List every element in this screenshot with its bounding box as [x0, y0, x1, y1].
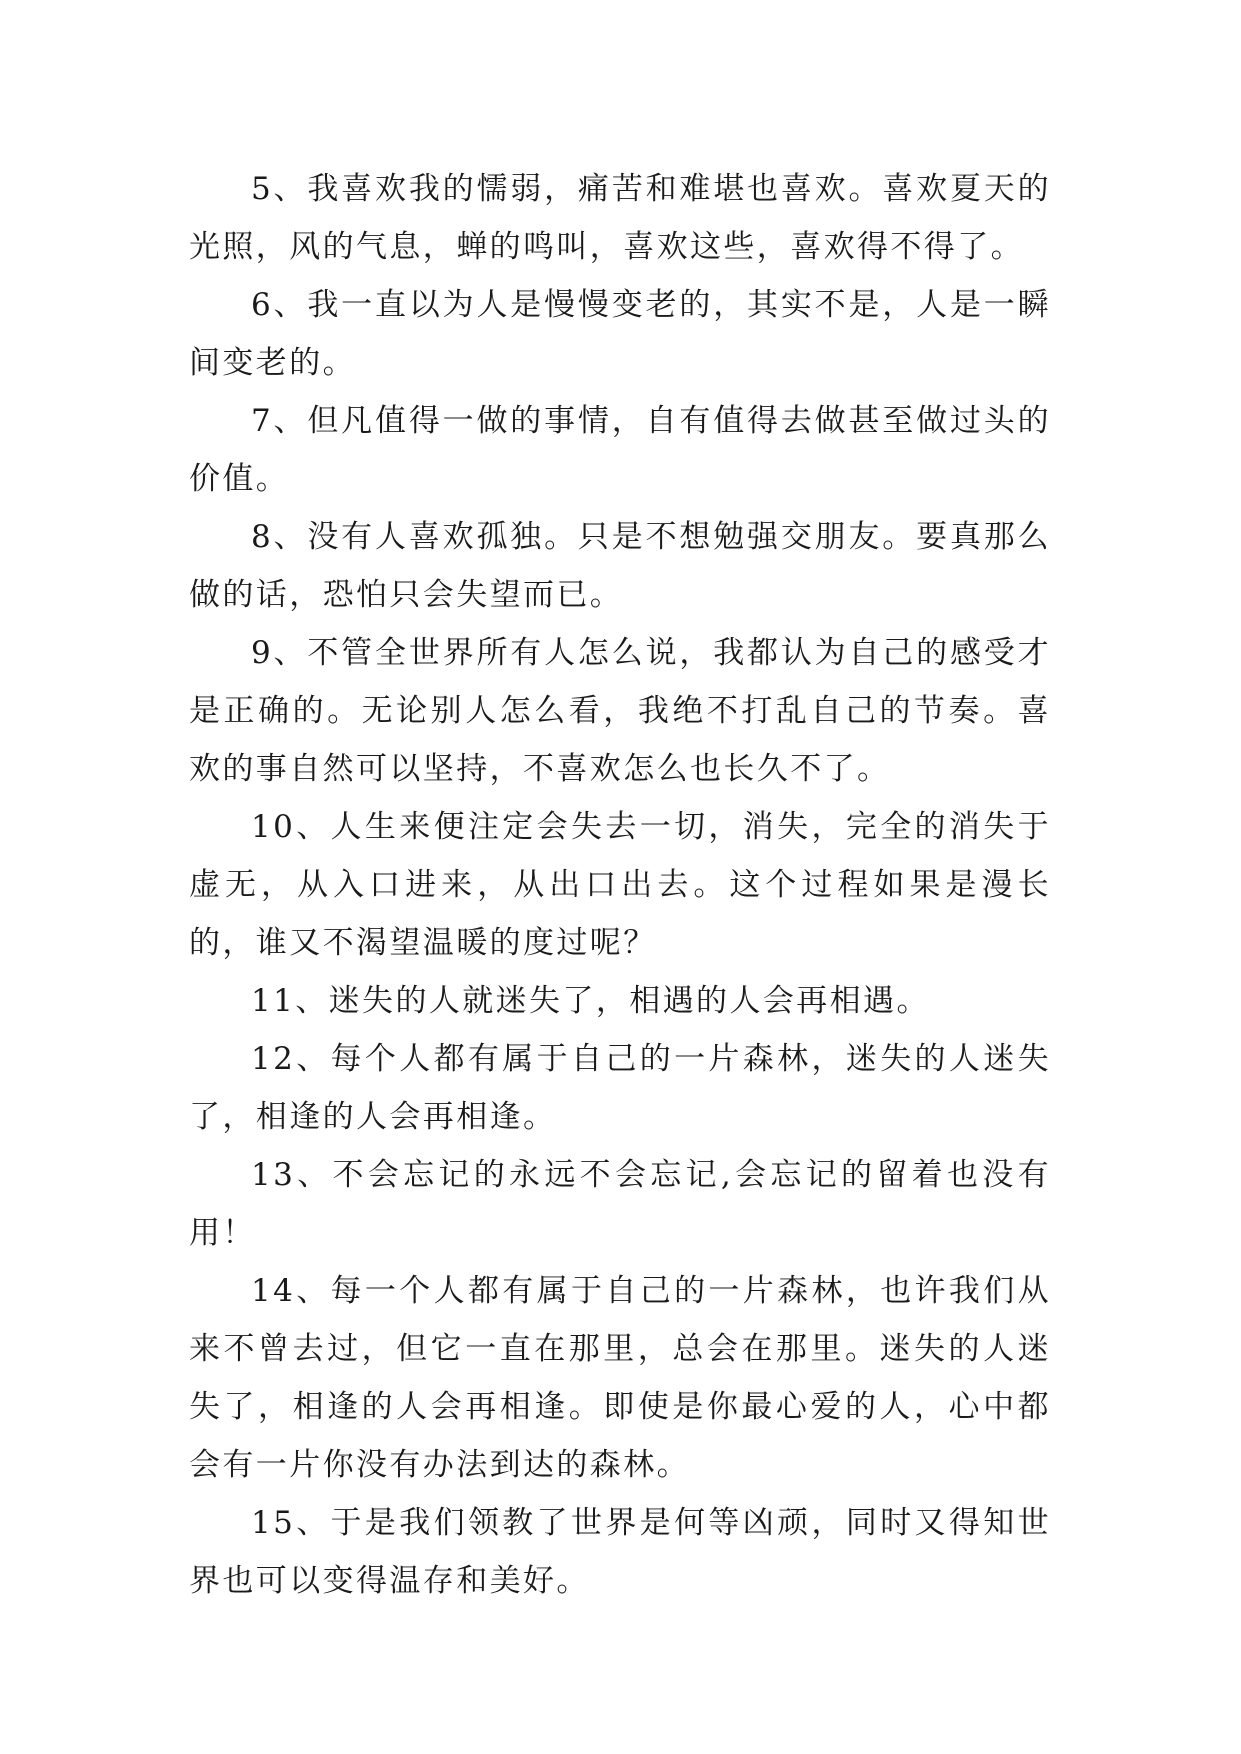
quote-paragraph-6: 6、我一直以为人是慢慢变老的，其实不是，人是一瞬间变老的。: [189, 287, 1051, 381]
quote-paragraph-9: 9、不管全世界所有人怎么说，我都认为自己的感受才是正确的。无论别人怎么看，我绝不打乱自己的节奏。喜欢的事自然可以坚持，不喜欢怎么也长久不了。: [189, 635, 1051, 787]
quote-paragraph-15: 15、于是我们领教了世界是何等凶顽，同时又得知世界也可以变得温存和美好。: [189, 1505, 1051, 1599]
quote-paragraph-7: 7、但凡值得一做的事情，自有值得去做甚至做过头的价值。: [189, 403, 1051, 497]
document-page: [189, 160, 1051, 1610]
quote-paragraph-13: 13、不会忘记的永远不会忘记,会忘记的留着也没有用！: [189, 1157, 1051, 1251]
quote-paragraph-8: 8、没有人喜欢孤独。只是不想勉强交朋友。要真那么做的话，恐怕只会失望而已。: [189, 519, 1051, 613]
quote-paragraph-12: 12、每个人都有属于自己的一片森林，迷失的人迷失了，相逢的人会再相逢。: [189, 1041, 1051, 1135]
quote-paragraph-14: 14、每一个人都有属于自己的一片森林，也许我们从来不曾去过，但它一直在那里，总会在那里。迷失的人迷失了，相逢的人会再相逢。即使是你最心爱的人，心中都会有一片你没有办法到达的森林。: [189, 1273, 1051, 1483]
quote-paragraph-11: 11、迷失的人就迷失了，相遇的人会再相遇。: [251, 983, 930, 1019]
quote-paragraph-10: 10、人生来便注定会失去一切，消失，完全的消失于虚无，从入口进来，从出口出去。这个过程如果是漫长的，谁又不渴望温暖的度过呢？: [189, 809, 1051, 961]
quote-paragraph-5: 5、我喜欢我的懦弱，痛苦和难堪也喜欢。喜欢夏天的光照，风的气息，蝉的鸣叫，喜欢这些，喜欢得不得了。: [189, 171, 1051, 265]
